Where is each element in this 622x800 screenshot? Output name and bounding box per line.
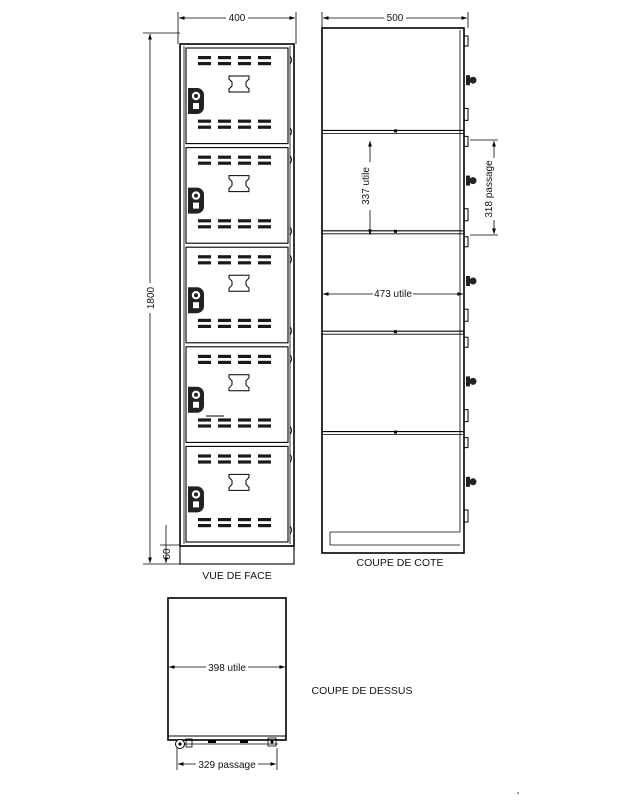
vent-slot [218,225,231,228]
locker-door [186,347,292,443]
vent-slot [258,454,271,457]
side-hinges [464,36,477,522]
shelf [322,230,464,234]
vent-slot [238,126,251,129]
vent-slot [198,162,211,165]
side-door-hardware [464,237,477,321]
side-depth-label: 500 [386,13,404,24]
vent-slot [218,424,231,427]
vent-slot [218,355,231,358]
vent-slot [198,418,211,421]
vent-slot [218,156,231,159]
vent-slot [258,418,271,421]
vent-slot [218,361,231,364]
dim-side-passage [470,140,498,235]
side-view-caption: COUPE DE COTE [356,557,444,569]
vent-slot [218,524,231,527]
lock-key-slot [193,203,199,209]
vent-slot [258,162,271,165]
front-plinth [180,546,294,564]
dim-side-inner-height [360,141,372,235]
vent-slot [238,460,251,463]
vent-slot [258,219,271,222]
knob-head [470,278,477,285]
vent-slot [258,361,271,364]
vent-slot [218,518,231,521]
locker-door [186,446,292,542]
shelf-clip [394,330,397,333]
vent-slot [218,460,231,463]
locker-door [186,148,292,244]
top-inner-width-label: 398 utile [208,663,246,674]
knob-stem [466,176,470,186]
vent-slot [258,325,271,328]
lock-key-slot [193,103,199,109]
top-view [168,598,412,771]
vent-slot [198,460,211,463]
vent-slot [198,261,211,264]
side-door-hardware [464,337,477,421]
vent-slot [198,361,211,364]
vent-slot [198,325,211,328]
vent-slot [258,126,271,129]
vent-slot [238,325,251,328]
vent-slot [198,156,211,159]
vent-slot [198,219,211,222]
vent-slot [238,424,251,427]
vent-slot [218,56,231,59]
vent-slot [198,56,211,59]
vent-slot [238,62,251,65]
side-inner-depth-label: 473 utile [374,289,412,300]
dim-top-inner-width [169,660,285,674]
shelf [322,129,464,133]
side-door-hardware [464,438,477,522]
lock-core [194,94,198,98]
vent-slot [238,225,251,228]
locker-door [186,247,292,343]
vent-slot [218,319,231,322]
knob-stem [466,477,470,487]
vent-slot [238,255,251,258]
vent-slot [238,454,251,457]
knob-icon [466,376,477,386]
shelf [322,330,464,334]
lock-key-slot [193,402,199,408]
lock-key-slot [193,501,199,507]
vent-slot [218,325,231,328]
vent-slot [198,120,211,123]
knob-icon [466,477,477,487]
vent-slot [198,524,211,527]
vent-slot [198,518,211,521]
vent-slot [218,120,231,123]
padlock-icon [188,88,204,114]
vent-slot [258,62,271,65]
vent-slot [258,261,271,264]
side-view [322,11,498,569]
dim-side-inner-depth [323,287,463,300]
vent-slot [218,126,231,129]
dim-front-width [178,11,296,44]
lock-core [194,194,198,198]
shelf-clip [394,129,397,132]
vent-slot [198,62,211,65]
vent-slot [218,261,231,264]
front-doors [186,48,292,542]
vent-slot [258,424,271,427]
side-shelves [322,30,464,532]
side-door-hardware [464,136,477,220]
vent-slot [258,255,271,258]
vent-slot [198,126,211,129]
knob-stem [466,276,470,286]
shelf-clip [394,230,397,233]
dim-front-base [160,525,180,563]
knob-icon [466,176,477,186]
padlock-icon [188,486,204,512]
padlock-icon [188,387,204,413]
vent-slot [198,255,211,258]
side-passage-label: 318 passage [484,160,495,218]
knob-icon [466,276,477,286]
knob-head [470,77,477,84]
vent-slot [218,418,231,421]
vent-slot [238,319,251,322]
vent-slot [218,255,231,258]
side-inner-height-label: 337 utile [361,167,372,205]
padlock-icon [188,287,204,313]
vent-slot [238,219,251,222]
vent-slot [238,355,251,358]
knob-head [470,378,477,385]
knob-head [470,177,477,184]
dim-front-height [143,33,180,564]
lock-core [194,293,198,297]
vent-slot [218,162,231,165]
vent-slot [218,454,231,457]
vent-slot [238,418,251,421]
vent-slot [258,460,271,463]
vent-slot [258,225,271,228]
vent-slot [198,355,211,358]
vent-slot [258,120,271,123]
vent-slot [198,225,211,228]
vent-slot [238,261,251,264]
vent-slot [238,162,251,165]
vent-slot [258,319,271,322]
top-view-caption: COUPE DE DESSUS [311,685,413,697]
vent-slot [238,361,251,364]
knob-icon [466,75,477,85]
vent-slot [238,120,251,123]
knob-stem [466,75,470,85]
knob-stem [466,376,470,386]
vent-slot [258,524,271,527]
vent-slot [238,518,251,521]
lock-core [194,393,198,397]
shelf-clip [394,431,397,434]
padlock-icon [188,188,204,214]
vent-slot [198,319,211,322]
front-view [143,11,296,582]
knob-head [470,478,477,485]
front-view-caption: VUE DE FACE [202,570,272,582]
vent-slot [198,454,211,457]
vent-slot [258,518,271,521]
shelf [322,431,464,435]
vent-slot [238,156,251,159]
dim-top-passage [177,748,277,771]
vent-slot [238,56,251,59]
front-base-label: 60 [162,548,173,560]
vent-slot [198,424,211,427]
vent-slot [238,524,251,527]
dim-side-depth [322,11,468,28]
vent-slot [258,56,271,59]
locker-door [186,48,292,144]
front-height-label: 1800 [146,286,157,310]
lock-key-slot [193,302,199,308]
lock-core [194,492,198,496]
vent-slot [258,156,271,159]
vent-slot [218,219,231,222]
vent-slot [258,355,271,358]
side-door-hardware [464,36,477,120]
top-passage-label: 329 passage [198,760,256,771]
front-width-label: 400 [228,13,246,24]
stray-dot [517,792,519,794]
vent-slot [218,62,231,65]
